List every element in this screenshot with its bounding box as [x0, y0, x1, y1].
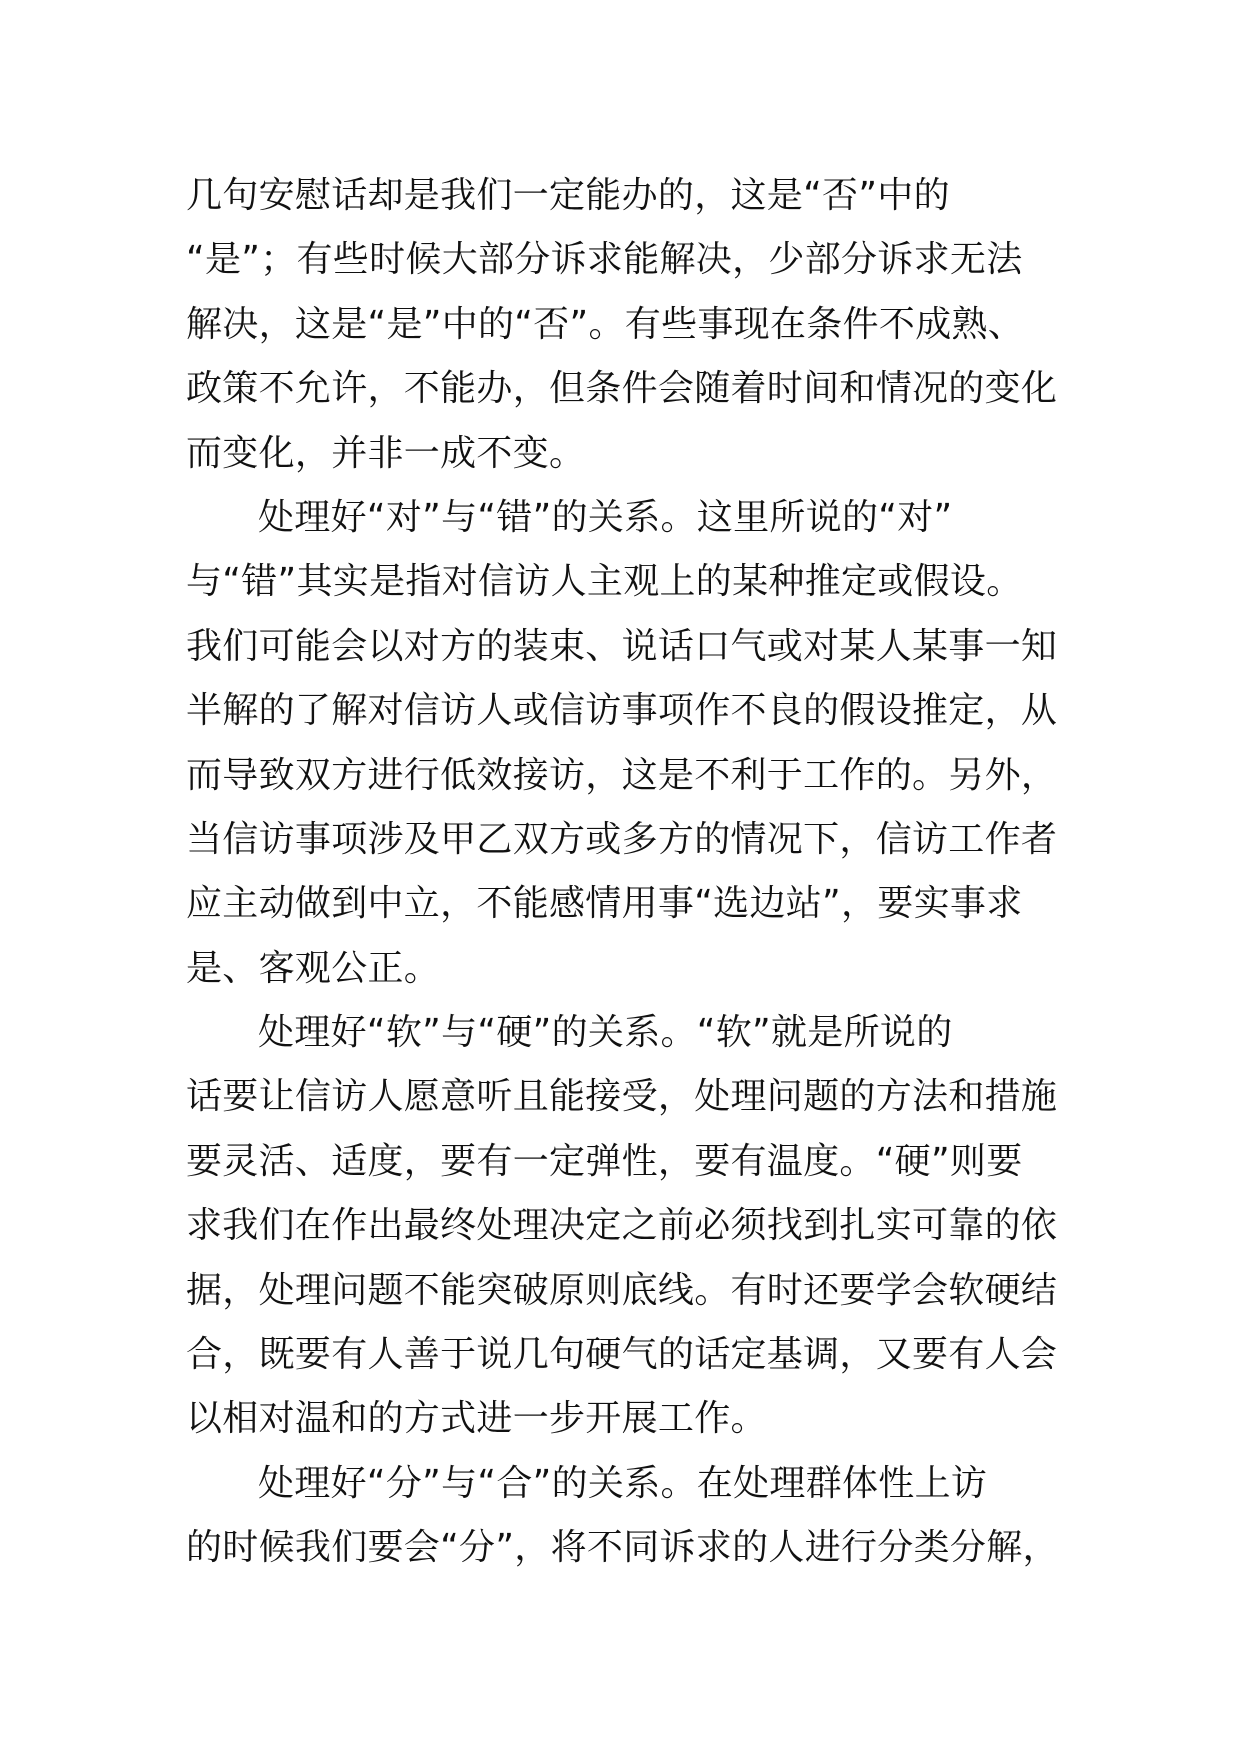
text-line: 应主动做到中立，不能感情用事“选边站”，要实事求 — [186, 883, 1023, 925]
text-line: 要灵活、适度，要有一定弹性，要有温度。“硬”则要 — [186, 1140, 1023, 1182]
text-line: “是”；有些时候大部分诉求能解决，少部分诉求无法 — [186, 239, 1023, 281]
text-line: 我们可能会以对方的装束、说话口气或对某人某事一知 — [186, 625, 1058, 667]
paragraph-first-line: 处理好“软”与“硬”的关系。“软”就是所说的 — [258, 1012, 953, 1054]
text-line: 求我们在作出最终处理决定之前必须找到扎实可靠的依 — [186, 1205, 1058, 1247]
text-line: 几句安慰话却是我们一定能办的，这是“否”中的 — [186, 175, 950, 216]
text-line: 而导致双方进行低效接访，这是不利于工作的。另外， — [186, 754, 1058, 796]
text-line: 解决，这是“是”中的“否”。有些事现在条件不成熟、 — [186, 303, 1025, 345]
paragraph-first-line: 处理好“对”与“错”的关系。这里所说的“对” — [258, 496, 953, 538]
text-line: 与“错”其实是指对信访人主观上的某种推定或假设。 — [186, 561, 1023, 603]
text-line: 而变化，并非一成不变。 — [186, 432, 586, 474]
body-text — [186, 164, 1066, 1581]
text-line: 是、客观公正。 — [186, 947, 441, 989]
text-line: 的时候我们要会“分”，将不同诉求的人进行分类分解， — [186, 1527, 1059, 1569]
text-line: 半解的了解对信访人或信访事项作不良的假设推定，从 — [186, 690, 1058, 732]
text-line: 据，处理问题不能突破原则底线。有时还要学会软硬结 — [186, 1269, 1058, 1311]
text-line: 政策不允许，不能办，但条件会随着时间和情况的变化 — [186, 368, 1058, 410]
text-line: 话要让信访人愿意听且能接受，处理问题的方法和措施 — [186, 1076, 1058, 1118]
text-line: 合，既要有人善于说几句硬气的话定基调，又要有人会 — [186, 1334, 1058, 1376]
paragraph-first-line: 处理好“分”与“合”的关系。在处理群体性上访 — [258, 1462, 988, 1504]
text-line: 当信访事项涉及甲乙双方或多方的情况下，信访工作者 — [186, 818, 1058, 860]
text-line: 以相对温和的方式进一步开展工作。 — [186, 1398, 767, 1440]
